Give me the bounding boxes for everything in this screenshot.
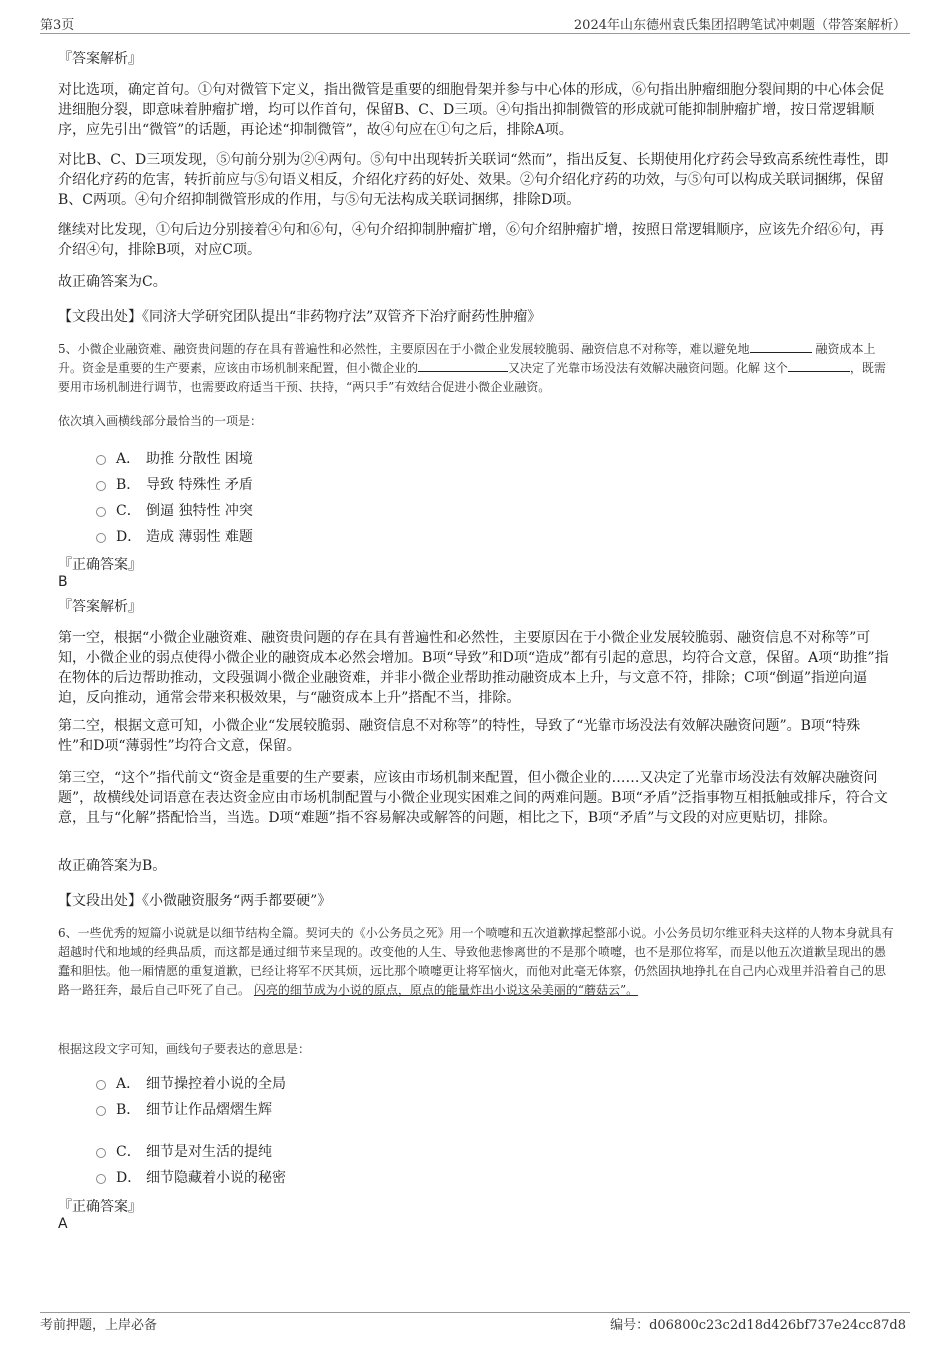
q5-option-d[interactable] xyxy=(96,526,253,546)
q5-option-a-letter: A． xyxy=(116,451,141,467)
q5-option-c[interactable] xyxy=(96,500,253,520)
q6-answer: A xyxy=(58,1216,68,1232)
q6-option-d-letter: D． xyxy=(116,1170,142,1186)
q4-analysis-para-3: 继续对比发现，①句后边分别接着④句和⑥句，④句介绍抑制肿瘤扩增，⑥句介绍肿瘤扩增，按照日常逻辑顺序，应该先介绍⑥句，再介绍④句，排除B项，对应C项。 xyxy=(58,222,884,258)
radio-icon[interactable] xyxy=(96,481,106,491)
header-divider xyxy=(40,33,910,34)
radio-icon[interactable] xyxy=(96,533,106,543)
radio-icon[interactable] xyxy=(96,1174,106,1184)
q4-analysis-para-2: 对比B、C、D三项发现，⑤句前分别为②④两句。⑤句中出现转折关联词“然而”，指出反复、长期使用化疗药会导致高系统性毒性，即介绍化疗药的危害，转折前应与⑤句语义相反，介绍化疗药的好处、效果。②句介绍化疗药的功效，与⑤句可以构成关联词捆绑，保留B、C两项。④句介绍抑制微管形成的作用，与⑤句无法构成关联词捆绑，排除D项。 xyxy=(58,152,889,208)
q5-stem xyxy=(58,340,894,397)
q5-conclusion: 故正确答案为B。 xyxy=(58,858,167,874)
footer-slogan: 考前押题，上岸必备 xyxy=(40,1318,158,1333)
q4-conclusion: 故正确答案为C。 xyxy=(58,274,167,290)
q6-prompt: 根据这段文字可知，画线句子要表达的意思是： xyxy=(58,1042,311,1056)
document-id: 编号：d06800c23c2d18d426bf737e24cc87d8 xyxy=(610,1318,906,1333)
q5-option-c-letter: C． xyxy=(116,503,141,519)
q5-option-c-text: 倒逼 独特性 冲突 xyxy=(146,503,253,519)
q6-option-a-letter: A． xyxy=(116,1076,141,1092)
q6-underlined-sentence: 闪亮的细节成为小说的原点，原点的能量炸出小说这朵美丽的“蘑菇云”。 xyxy=(253,983,639,997)
q5-option-d-text: 造成 薄弱性 难题 xyxy=(146,529,253,545)
q5-analysis-label: 『答案解析』 xyxy=(58,599,142,615)
q6-option-d[interactable] xyxy=(96,1167,286,1187)
q5-option-a[interactable] xyxy=(96,448,253,468)
q6-option-b[interactable] xyxy=(96,1099,272,1119)
q6-option-c-text: 细节是对生活的提纯 xyxy=(146,1144,272,1160)
q5-blank-2 xyxy=(418,359,508,372)
q5-blank-3 xyxy=(788,359,850,372)
radio-icon[interactable] xyxy=(96,507,106,517)
q5-option-b[interactable] xyxy=(96,474,253,494)
page-number: 第3页 xyxy=(40,18,75,33)
q5-option-d-letter: D． xyxy=(116,529,142,545)
footer-divider xyxy=(40,1312,910,1313)
q5-prompt: 依次填入画横线部分最恰当的一项是： xyxy=(58,414,263,428)
q6-option-c-letter: C． xyxy=(116,1144,141,1160)
q6-option-b-text: 细节让作品熠熠生辉 xyxy=(146,1102,272,1118)
q5-answer: B xyxy=(58,574,68,590)
q5-analysis-para-2: 第二空，根据文意可知，小微企业“发展较脆弱、融资信息不对称等”的特性，导致了“光靠市场没法有效解决融资问题”。B项“特殊性”和D项“薄弱性”均符合文意，保留。 xyxy=(58,718,861,754)
q5-stem-part-a: 5、小微企业融资难、融资贵问题的存在具有普遍性和必然性，主要原因在于小微企业发展较脆弱、融资信息不对称等，难以避免地 xyxy=(58,342,750,356)
q5-option-a-text: 助推 分散性 困境 xyxy=(146,451,253,467)
q6-option-a-text: 细节操控着小说的全局 xyxy=(146,1076,286,1092)
q6-answer-label: 『正确答案』 xyxy=(58,1199,142,1215)
radio-icon[interactable] xyxy=(96,1106,106,1116)
q5-stem-part-d: 这个 xyxy=(763,361,788,375)
q6-option-d-text: 细节隐藏着小说的秘密 xyxy=(146,1170,286,1186)
document-title: 2024年山东德州袁氏集团招聘笔试冲刺题（带答案解析） xyxy=(573,18,906,33)
q4-source: 【文段出处】《同济大学研究团队提出“非药物疗法”双管齐下治疗耐药性肿瘤》 xyxy=(58,309,542,325)
q6-stem xyxy=(58,924,894,1000)
radio-icon[interactable] xyxy=(96,1148,106,1158)
q5-option-b-letter: B． xyxy=(116,477,141,493)
q6-stem-text: 6、一些优秀的短篇小说就是以细节结构全篇。契诃夫的《小公务员之死》用一个喷嚏和五次道歉撑起整部小说。小公务员切尔维亚科夫这样的人物本身就具有超越时代和地域的经典品质，而这都是通过细节来呈现的。改变他的人生、导致他悲惨离世的不是那个喷嚏，也不是那位将军，而是以他五次道歉呈现出的愚蠢和胆怯。他一厢情愿的重复道歉，已经让将军不厌其烦，远比那个喷嚏更让将军恼火，而他对此毫无体察，仍然固执地挣扎在自己内心戏里并沿着自己的思路一路狂奔，最后自己吓死了自己。 xyxy=(58,926,894,997)
q5-analysis-para-3: 第三空，“这个”指代前文“资金是重要的生产要素，应该由市场机制来配置，但小微企业的……又决定了光靠市场没法有效解决融资问题”，故横线处词语意在表达资金应由市场机制配置与小微企业现实困难之间的两难问题。B项“矛盾”泛指事物互相抵触或排斥，符合文意，且与“化解”搭配恰当，当选。D项“难题”指不容易解决或解答的问题，相比之下，B项“矛盾”与文段的对应更贴切，排除。 xyxy=(58,770,888,826)
q5-stem-part-b: 融资成本上升。资金是重要的生产要素，应该由市场机制来配置，但小微企业的 xyxy=(58,342,876,375)
q5-blank-1 xyxy=(750,340,812,353)
q5-analysis-para-1: 第一空，根据“小微企业融资难、融资贵问题的存在具有普遍性和必然性，主要原因在于小微企业发展较脆弱、融资信息不对称等”可知，小微企业的弱点使得小微企业的融资成本必然会增加。B项“导致”和D项“造成”都有引起的意思，均符合文意，保留。A项“助推”指在物体的后边帮助推动，文段强调小微企业融资难，并非小微企业帮助推动融资成本上升，与文意不符，排除；C项“倒逼”指逆向逼迫，反向推动，通常会带来积极效果，与“融资成本上升”搭配不当，排除。 xyxy=(58,630,889,706)
q4-analysis-para-1: 对比选项，确定首句。①句对微管下定义，指出微管是重要的细胞骨架并参与中心体的形成，⑥句指出肿瘤细胞分裂间期的中心体会促进细胞分裂，即意味着肿瘤扩增，均可以作首句，保留B、C、D三项。④句指出抑制微管的形成就可能抑制肿瘤扩增，按日常逻辑顺序，应先引出“微管”的话题，再论述“抑制微管”，故④句应在①句之后，排除A项。 xyxy=(58,82,884,138)
q6-option-c[interactable] xyxy=(96,1141,272,1161)
q4-analysis-label: 『答案解析』 xyxy=(58,51,142,67)
q5-stem-part-e: ，既需要用市场机制进行调节，也需要政府适当干预、扶持，“两只手”有效结合促进小微企业融资。 xyxy=(58,361,886,394)
q6-option-a[interactable] xyxy=(96,1073,286,1093)
q5-source: 【文段出处】《小微融资服务“两手都要硬”》 xyxy=(58,893,332,909)
q6-option-b-letter: B． xyxy=(116,1102,141,1118)
q5-answer-label: 『正确答案』 xyxy=(58,557,142,573)
q5-stem-part-c: 又决定了光靠市场没法有效解决融资问题。化解 xyxy=(508,361,761,375)
q5-option-b-text: 导致 特殊性 矛盾 xyxy=(146,477,253,493)
radio-icon[interactable] xyxy=(96,455,106,465)
radio-icon[interactable] xyxy=(96,1080,106,1090)
